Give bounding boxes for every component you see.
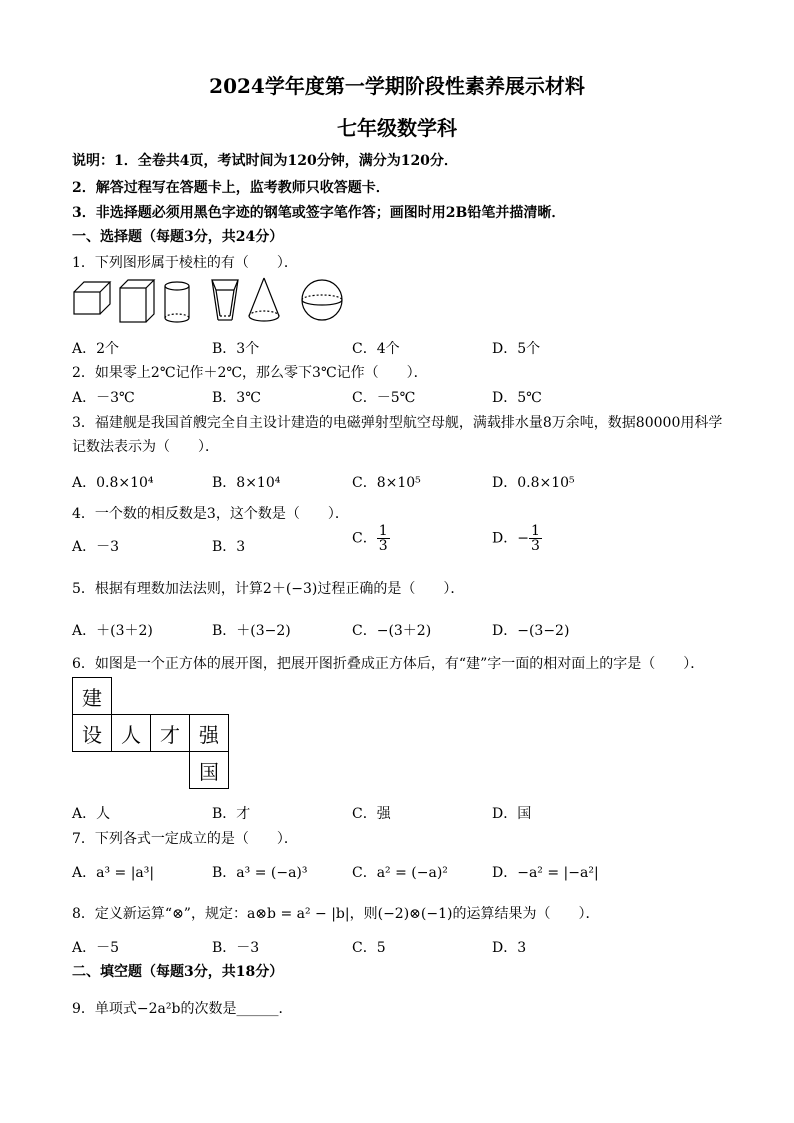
question-1: 1．下列图形属于棱柱的有（ ）． [72,255,298,271]
note-3: 3．非选择题必须用黑色字迹的钢笔或签字笔作答；画图时用2B铅笔并描清晰． [72,205,566,221]
q3-option-a: A．0.8×10⁴ [72,475,154,491]
cylinder-figure [165,282,189,322]
q6-option-c: C．强 [352,806,391,822]
q1-option-b: B．3个 [212,341,260,357]
q6-option-a: A．人 [72,806,111,822]
section-2-heading: 二、填空题（每题3分，共18分） [72,964,284,980]
q7-option-d: D．−a² = |−a²| [492,865,599,881]
note-1: 说明：1．全卷共4页，考试时间为120分钟，满分为120分． [72,153,458,169]
q2-option-c: C．－5℃ [352,390,416,406]
q8-option-d: D．3 [492,940,527,956]
q2-option-a: A．－3℃ [72,390,135,406]
question-7: 7．下列各式一定成立的是（ ）． [72,831,298,847]
cuboid-figure [74,282,110,314]
q5-option-d: D．−(3−2) [492,623,570,639]
q4-c-fraction: $\frac{1}{3}$ [378,523,388,554]
question-6: 6．如图是一个正方体的展开图，把展开图折叠成正方体后，有“建”字一面的相对面上的字是（ ）． [72,656,705,672]
solid-figures [72,276,362,332]
net-cell-guo: 国 [190,752,229,789]
net-cell-jian: 建 [73,678,112,715]
q4-option-c: C． $\frac{1}{3}$ [352,523,388,554]
q2-option-d: D．5℃ [492,390,542,406]
q6-option-d: D．国 [492,806,532,822]
net-cell-cai: 才 [151,715,190,752]
q5-option-c: C．−(3＋2) [352,623,432,639]
q8-option-c: C．5 [352,940,386,956]
q4-option-d: D．− $\frac{1}{3}$ [492,523,540,554]
frustum-figure [212,280,238,320]
question-5: 5．根据有理数加法法则，计算2＋(−3)过程正确的是（ ）． [72,581,465,597]
q1-option-d: D．5个 [492,341,541,357]
net-cell-she: 设 [73,715,112,752]
q2-option-b: B．3℃ [212,390,261,406]
question-8: 8．定义新运算“⊗”，规定：a⊗b = a² − |b|，则(−2)⊗(−1)的运算结果为（ ）． [72,906,600,922]
cone-figure [249,278,279,321]
question-4: 4．一个数的相反数是3，这个数是（ ）． [72,506,349,522]
q3-option-c: C．8×10⁵ [352,475,421,491]
cube-net [72,677,229,789]
q1-option-c: C．4个 [352,341,400,357]
question-9: 9．单项式−2a²b的次数是______． [72,1001,293,1017]
question-3-line-2: 记数法表示为（ ）． [72,439,219,455]
q3-option-d: D．0.8×10⁵ [492,475,575,491]
sphere-figure [302,280,342,320]
q4-d-fraction: $\frac{1}{3}$ [530,523,540,554]
q5-option-b: B．＋(3−2) [212,623,291,639]
q6-option-b: B．才 [212,806,251,822]
q4-option-a: A．－3 [72,539,120,555]
q8-option-a: A．－5 [72,940,120,956]
question-3-line-1: 3．福建舰是我国首艘完全自主设计建造的电磁弹射型航空母舰，满载排水量8万余吨，数据80000用科学 [72,415,723,431]
q4-option-b: B．3 [212,539,246,555]
net-cell-qiang: 强 [190,715,229,752]
q8-option-b: B．－3 [212,940,260,956]
section-1-heading: 一、选择题（每题3分，共24分） [72,229,284,245]
cube-figure [120,280,154,322]
q1-option-a: A．2个 [72,341,120,357]
net-cell-ren: 人 [112,715,151,752]
q7-option-c: C．a² = (−a)² [352,865,448,881]
q3-option-b: B．8×10⁴ [212,475,281,491]
page-subtitle: 七年级数学科 [337,116,457,140]
note-2: 2．解答过程写在答题卡上，监考教师只收答题卡． [72,180,390,196]
question-2: 2．如果零上2℃记作＋2℃，那么零下3℃记作（ ）． [72,365,428,381]
q7-option-b: B．a³ = (−a)³ [212,865,308,881]
q5-option-a: A．＋(3＋2) [72,623,153,639]
page-title: 2024学年度第一学期阶段性素养展示材料 [209,74,585,98]
q7-option-a: A．a³ = |a³| [72,865,155,881]
